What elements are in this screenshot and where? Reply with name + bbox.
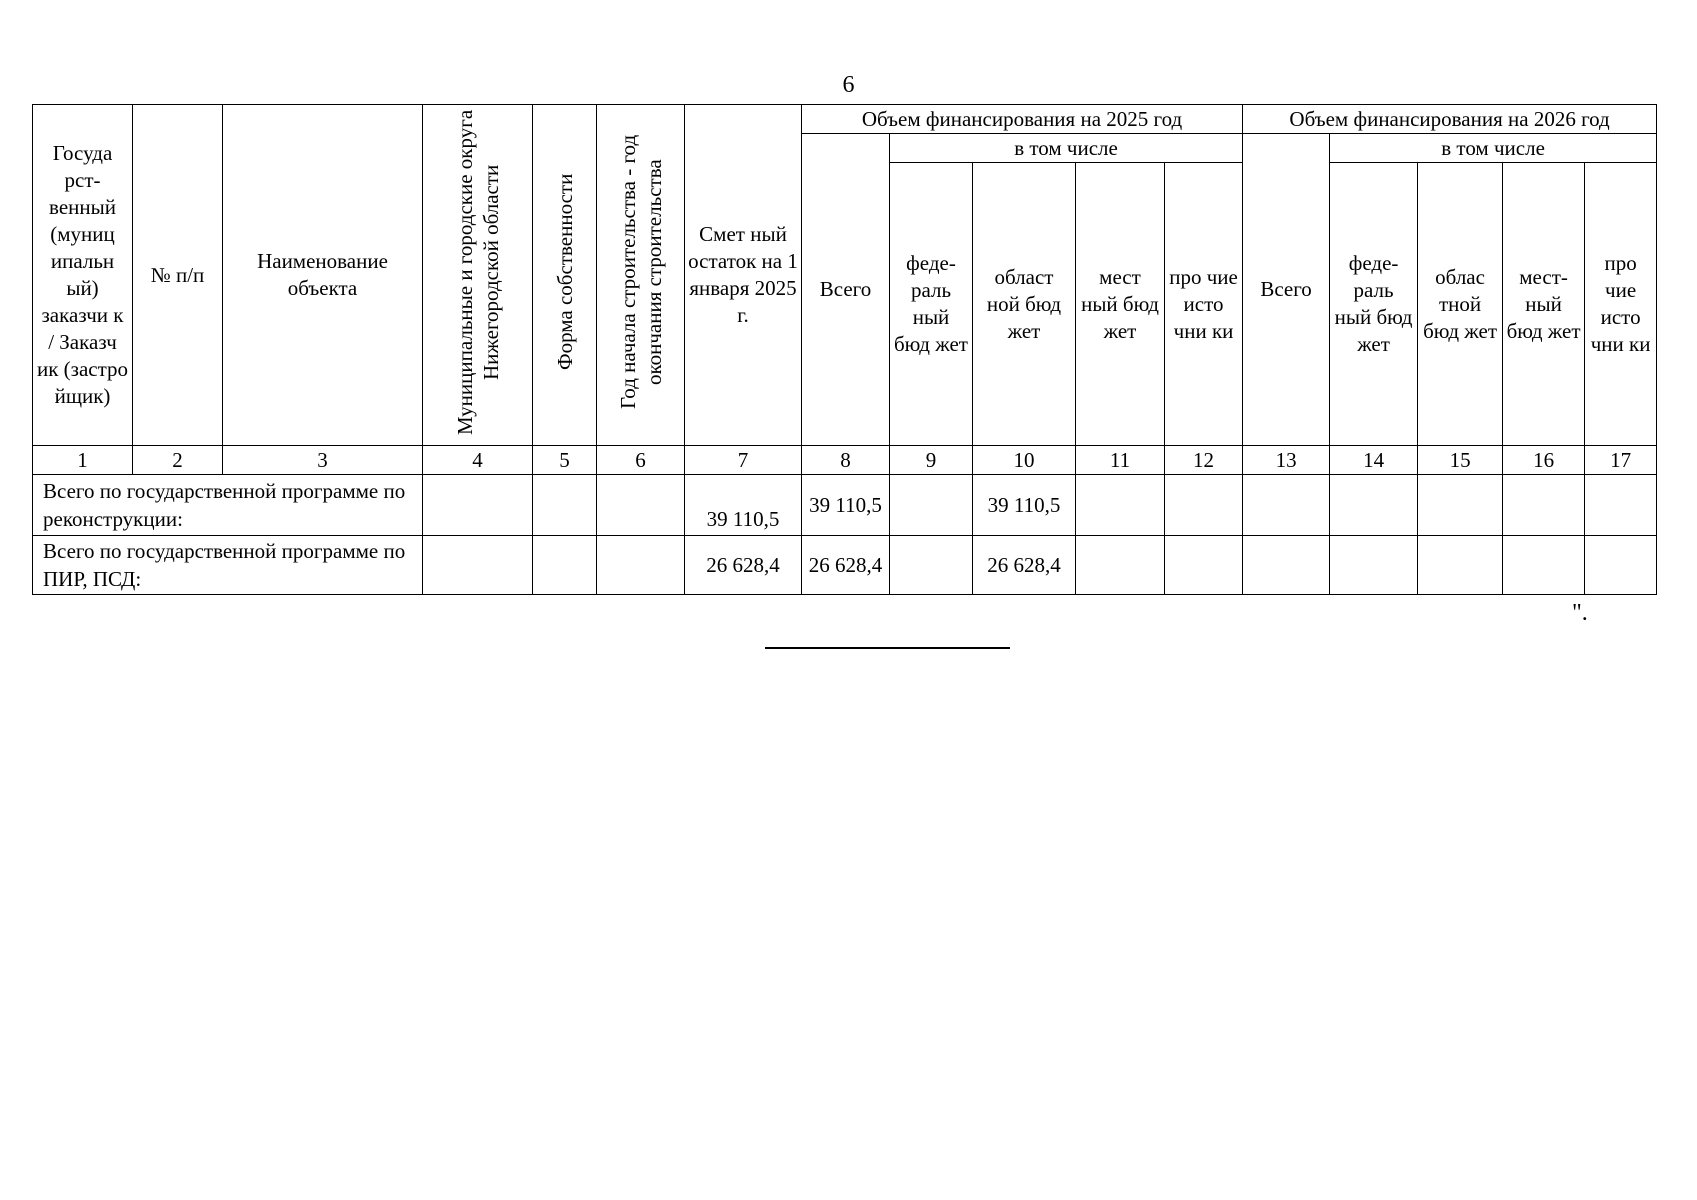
header-total-2026: Всего [1243, 134, 1330, 446]
column-number-row [33, 446, 1657, 475]
column-number: 5 [533, 446, 597, 475]
column-number: 2 [133, 446, 223, 475]
cell-regional-2026 [1418, 475, 1503, 536]
column-number: 4 [423, 446, 533, 475]
header-including-2026: в том числе [1330, 134, 1657, 163]
cell-total-2025: 26 628,4 [802, 536, 890, 595]
cell-total-2025: 39 110,5 [802, 475, 890, 536]
column-number: 10 [973, 446, 1076, 475]
row-label: Всего по государственной программе по реконструкции: [33, 475, 423, 536]
column-number: 6 [597, 446, 685, 475]
cell-local-2026 [1503, 475, 1585, 536]
header-fin-2026: Объем финансирования на 2026 год [1243, 105, 1657, 134]
table-row-design [33, 536, 1657, 595]
column-number: 12 [1165, 446, 1243, 475]
column-number: 15 [1418, 446, 1503, 475]
column-number: 16 [1503, 446, 1585, 475]
header-local-2025: мест ный бюд жет [1076, 163, 1165, 446]
cell-federal-2026 [1330, 475, 1418, 536]
cell-local-2025 [1076, 536, 1165, 595]
header-regional-2025: област ной бюд жет [973, 163, 1076, 446]
closing-quote: ". [1572, 600, 1588, 626]
end-rule [765, 647, 1010, 649]
column-number: 13 [1243, 446, 1330, 475]
cell-ownership [533, 475, 597, 536]
page-number: 6 [842, 72, 855, 98]
column-number: 7 [685, 446, 802, 475]
cell-municipality [423, 475, 533, 536]
header-regional-2026: облас тной бюд жет [1418, 163, 1503, 446]
cell-other-2026 [1585, 475, 1657, 536]
header-row-1 [33, 105, 1657, 134]
cell-regional-2025: 39 110,5 [973, 475, 1076, 536]
header-customer: Госуда рст-венный (муниц ипальн ый) заказчи к / Заказч ик (застро йщик) [33, 105, 133, 446]
column-number: 8 [802, 446, 890, 475]
table-row-reconstruction [33, 475, 1657, 536]
header-municipality-text: Муниципальные и городские округа Нижегородской области [452, 108, 503, 435]
cell-regional-2025: 26 628,4 [973, 536, 1076, 595]
cell-remainder: 39 110,5 [685, 475, 802, 536]
column-number: 17 [1585, 446, 1657, 475]
cell-remainder: 26 628,4 [685, 536, 802, 595]
header-other-2026: про чие исто чни ки [1585, 163, 1657, 446]
row-label: Всего по государственной программе по ПИР, ПСД: [33, 536, 423, 595]
header-fin-2025: Объем финансирования на 2025 год [802, 105, 1243, 134]
cell-other-2025 [1165, 475, 1243, 536]
cell-total-2026 [1243, 536, 1330, 595]
cell-local-2025 [1076, 475, 1165, 536]
financing-table [32, 104, 1657, 595]
header-years [597, 105, 685, 446]
cell-other-2025 [1165, 536, 1243, 595]
header-remainder: Смет ный остаток на 1 января 2025 г. [685, 105, 802, 446]
cell-years [597, 475, 685, 536]
header-municipality [423, 105, 533, 446]
column-number: 1 [33, 446, 133, 475]
column-number: 11 [1076, 446, 1165, 475]
header-total-2025: Всего [802, 134, 890, 446]
cell-local-2026 [1503, 536, 1585, 595]
header-other-2025: про чие исто чни ки [1165, 163, 1243, 446]
cell-total-2026 [1243, 475, 1330, 536]
column-number: 9 [890, 446, 973, 475]
header-object-name: Наименование объекта [223, 105, 423, 446]
header-federal-2025: феде-раль ный бюд жет [890, 163, 973, 446]
cell-ownership [533, 536, 597, 595]
cell-years [597, 536, 685, 595]
cell-federal-2025 [890, 536, 973, 595]
header-number: № п/п [133, 105, 223, 446]
cell-federal-2025 [890, 475, 973, 536]
header-including-2025: в том числе [890, 134, 1243, 163]
column-number: 14 [1330, 446, 1418, 475]
cell-regional-2026 [1418, 536, 1503, 595]
header-ownership-text: Форма собственности [552, 173, 577, 370]
column-number: 3 [223, 446, 423, 475]
header-federal-2026: феде-раль ный бюд жет [1330, 163, 1418, 446]
header-years-text: Год начала строительства - год окончания строительства [615, 134, 666, 409]
header-ownership [533, 105, 597, 446]
header-local-2026: мест-ный бюд жет [1503, 163, 1585, 446]
cell-federal-2026 [1330, 536, 1418, 595]
cell-municipality [423, 536, 533, 595]
cell-other-2026 [1585, 536, 1657, 595]
